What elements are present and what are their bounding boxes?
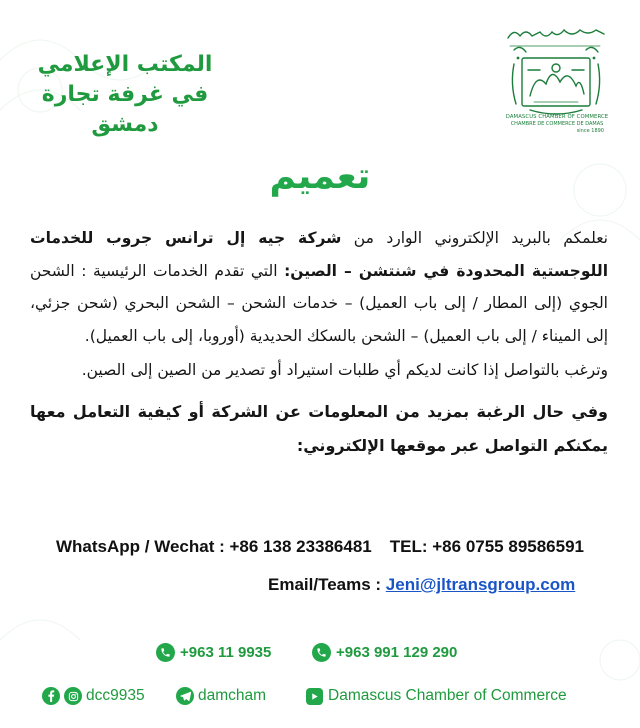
circular-title: تعميم [269, 156, 371, 197]
office-title-line1: المكتب الإعلامي [37, 52, 213, 77]
paragraph-contact: وفي حال الرغبة بمزيد من المعلومات عن الشركة أو كيفية التعامل معها يمكنكم التواصل عبر موقعها الإلكتروني: [30, 401, 608, 455]
logo-caption [502, 114, 612, 134]
paragraph-request: وترغب بالتواصل إذا كانت لديكم أي طلبات استيراد أو تصدير من الصين إلى الصين. [81, 361, 608, 379]
email-link[interactable]: Jeni@jltransgroup.com [385, 575, 576, 594]
social-youtube[interactable] [306, 684, 567, 708]
media-office-title [10, 50, 240, 140]
facebook-icon [42, 687, 60, 705]
whatsapp-number: WhatsApp / Wechat : +86 138 23386481 [56, 537, 372, 556]
company-name: شركة جيه إل ترانس جروب للخدمات اللوجستية المحدودة في شنتشن – الصين: [30, 229, 609, 280]
social-telegram[interactable] [176, 684, 266, 708]
tel-number: TEL: +86 0755 89586591 [389, 537, 584, 556]
office-title-line2: في غرفة تجارة دمشق [41, 82, 209, 137]
email-label: Email/Teams : [268, 575, 386, 594]
paragraph-intro [30, 222, 608, 352]
social-handle: dcc9935 [86, 687, 145, 704]
logo-french-name: CHAMBRE DE COMMERCE DE DAMAS [510, 121, 604, 127]
youtube-icon [306, 688, 323, 705]
youtube-channel: Damascus Chamber of Commerce [328, 687, 567, 704]
phone-icon [156, 643, 175, 662]
footer-phone-1[interactable] [156, 640, 271, 664]
circular-body [30, 222, 608, 463]
services-text: التي تقدم الخدمات الرئيسية : الشحن الجوي (إلى المطار / إلى باب العميل) – خدمات الشحن – الشحن البحري (شحن جزئي، إلى الميناء / إلى باب العميل) – الشحن بالسكك الحديدية (أوروبا، إلى باب العميل). [30, 261, 608, 345]
intro-text: نعلمكم بالبريد الإلكتروني الوارد من [341, 229, 608, 247]
footer-phone-1-text: +963 11 9935 [180, 643, 272, 661]
telegram-handle: damcham [198, 687, 267, 704]
social-facebook-instagram[interactable] [42, 684, 145, 708]
logo-english-name: DAMASCUS CHAMBER OF COMMERCE [505, 114, 609, 120]
telegram-icon [176, 687, 194, 705]
instagram-icon [64, 687, 82, 705]
phone-icon [312, 643, 331, 662]
footer-phone-2[interactable] [312, 640, 457, 664]
footer-phone-2-text: +963 991 129 290 [336, 643, 458, 661]
company-phone-line [0, 532, 640, 562]
company-email-line [0, 570, 640, 600]
logo-since: since 1890 [576, 128, 604, 134]
